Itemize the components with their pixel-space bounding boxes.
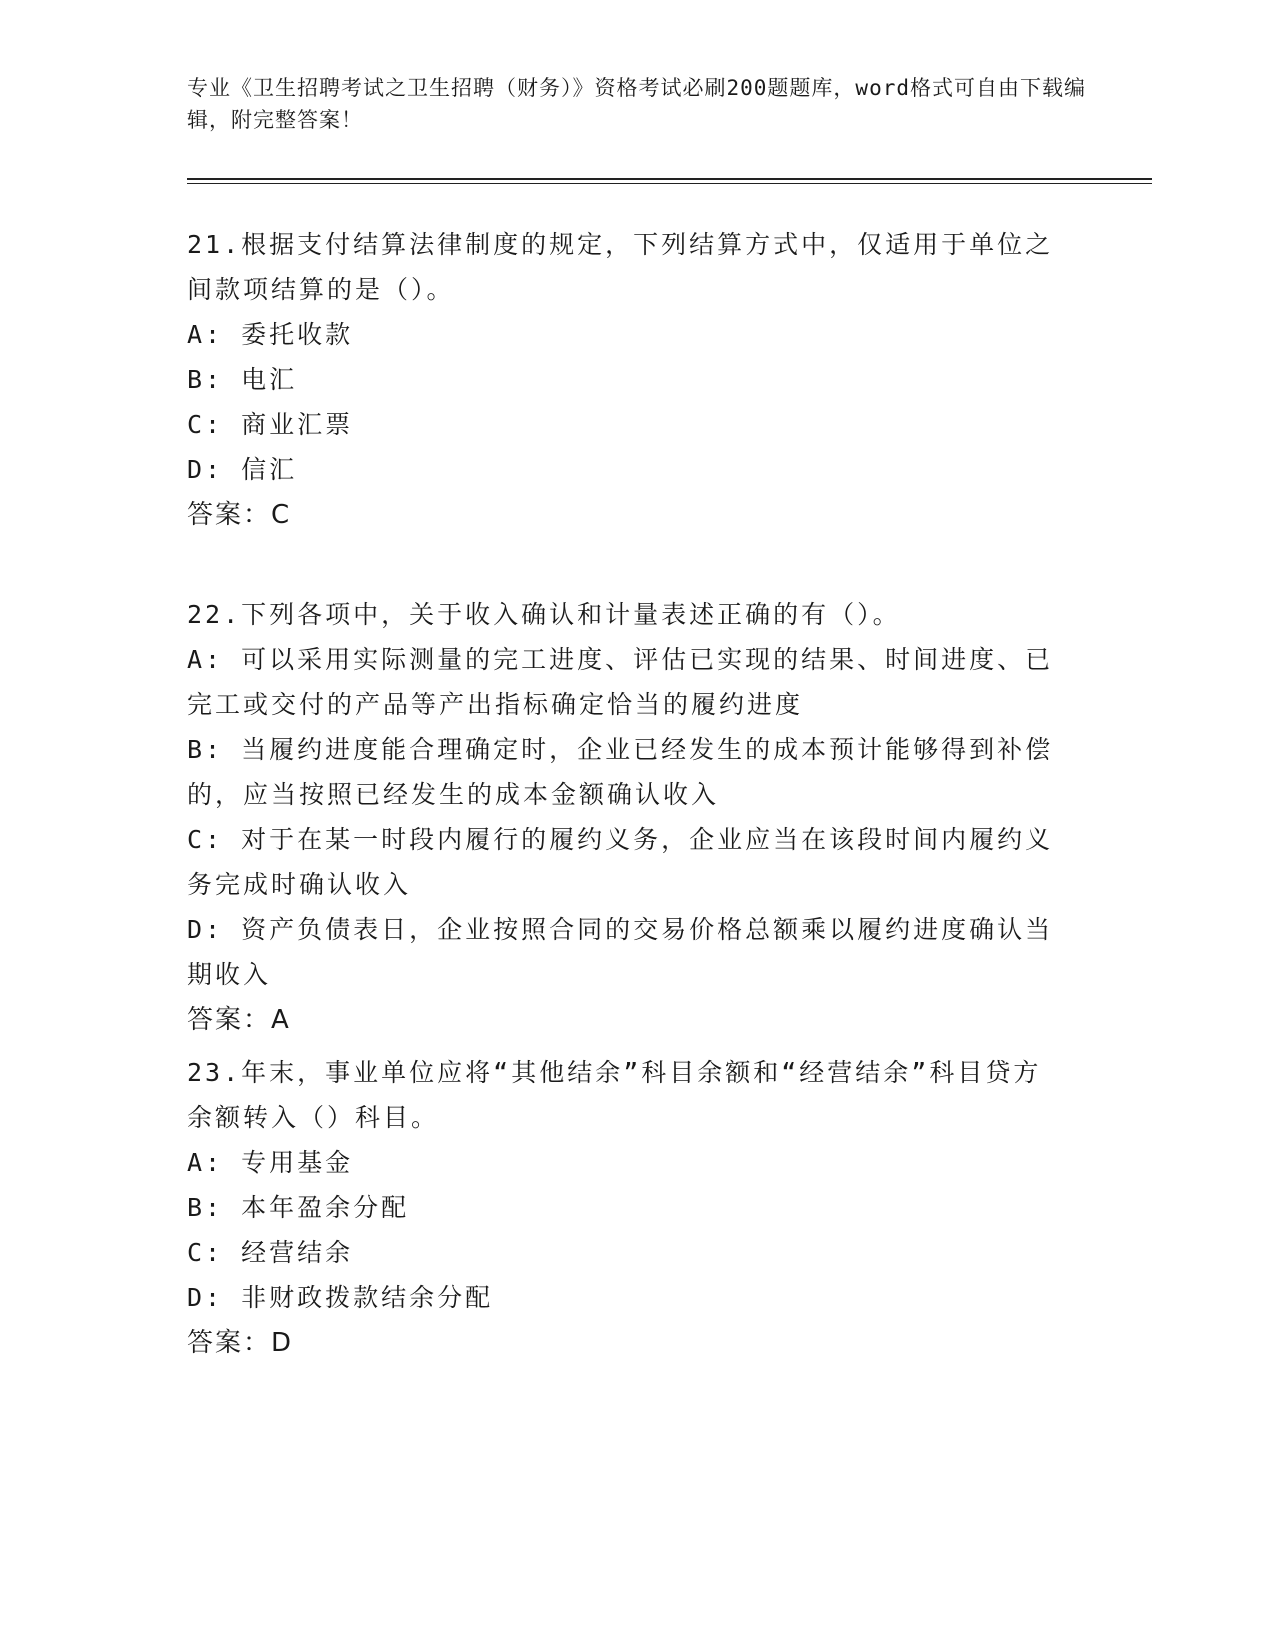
answer-label: 答案： (187, 1005, 272, 1035)
answer (187, 1321, 1067, 1366)
option-b: B: 本年盈余分配 (187, 1193, 410, 1222)
answer-label: 答案： (187, 500, 272, 530)
option-d: D: 非财政拨款结余分配 (187, 1283, 494, 1312)
option-d: D: 信汇 (187, 455, 298, 484)
question-stem: 22.下列各项中，关于收入确认和计量表述正确的有（）。 (187, 600, 901, 629)
option-d: D: 资产负债表日，企业按照合同的交易价格总额乘以履约进度确认当期收入 (187, 915, 1054, 989)
option-c: C: 对于在某一时段内履行的履约义务，企业应当在该段时间内履约义务完成时确认收入 (187, 825, 1054, 899)
option-a: A: 委托收款 (187, 320, 354, 349)
option-a: A: 专用基金 (187, 1148, 354, 1177)
answer-value: C (271, 500, 292, 530)
option-c: C: 经营结余 (187, 1238, 354, 1267)
answer (187, 998, 1067, 1043)
option-a: A: 可以采用实际测量的完工进度、评估已实现的结果、时间进度、已完工或交付的产品等产出指标确定恰当的履约进度 (187, 645, 1054, 719)
answer-value: A (271, 1005, 291, 1035)
answer-value: D (271, 1328, 294, 1358)
question-23 (187, 1050, 1067, 1366)
option-b: B: 电汇 (187, 365, 298, 394)
header-divider-thin (187, 183, 1152, 184)
option-b: B: 当履约进度能合理确定时，企业已经发生的成本预计能够得到补偿的，应当按照已经发生的成本金额确认收入 (187, 735, 1054, 809)
question-21 (187, 222, 1067, 538)
answer (187, 493, 1067, 538)
answer-label: 答案： (187, 1328, 272, 1358)
option-c: C: 商业汇票 (187, 410, 354, 439)
question-stem: 23.年末，事业单位应将“其他结余”科目余额和“经营结余”科目贷方余额转入（）科目。 (187, 1058, 1042, 1132)
header-divider-thick (187, 178, 1152, 180)
question-22 (187, 592, 1067, 1043)
document-header: 专业《卫生招聘考试之卫生招聘（财务）》资格考试必刷200题题库，word格式可自由下载编辑，附完整答案！ (187, 76, 1086, 132)
question-stem: 21.根据支付结算法律制度的规定，下列结算方式中，仅适用于单位之间款项结算的是（）。 (187, 230, 1054, 304)
